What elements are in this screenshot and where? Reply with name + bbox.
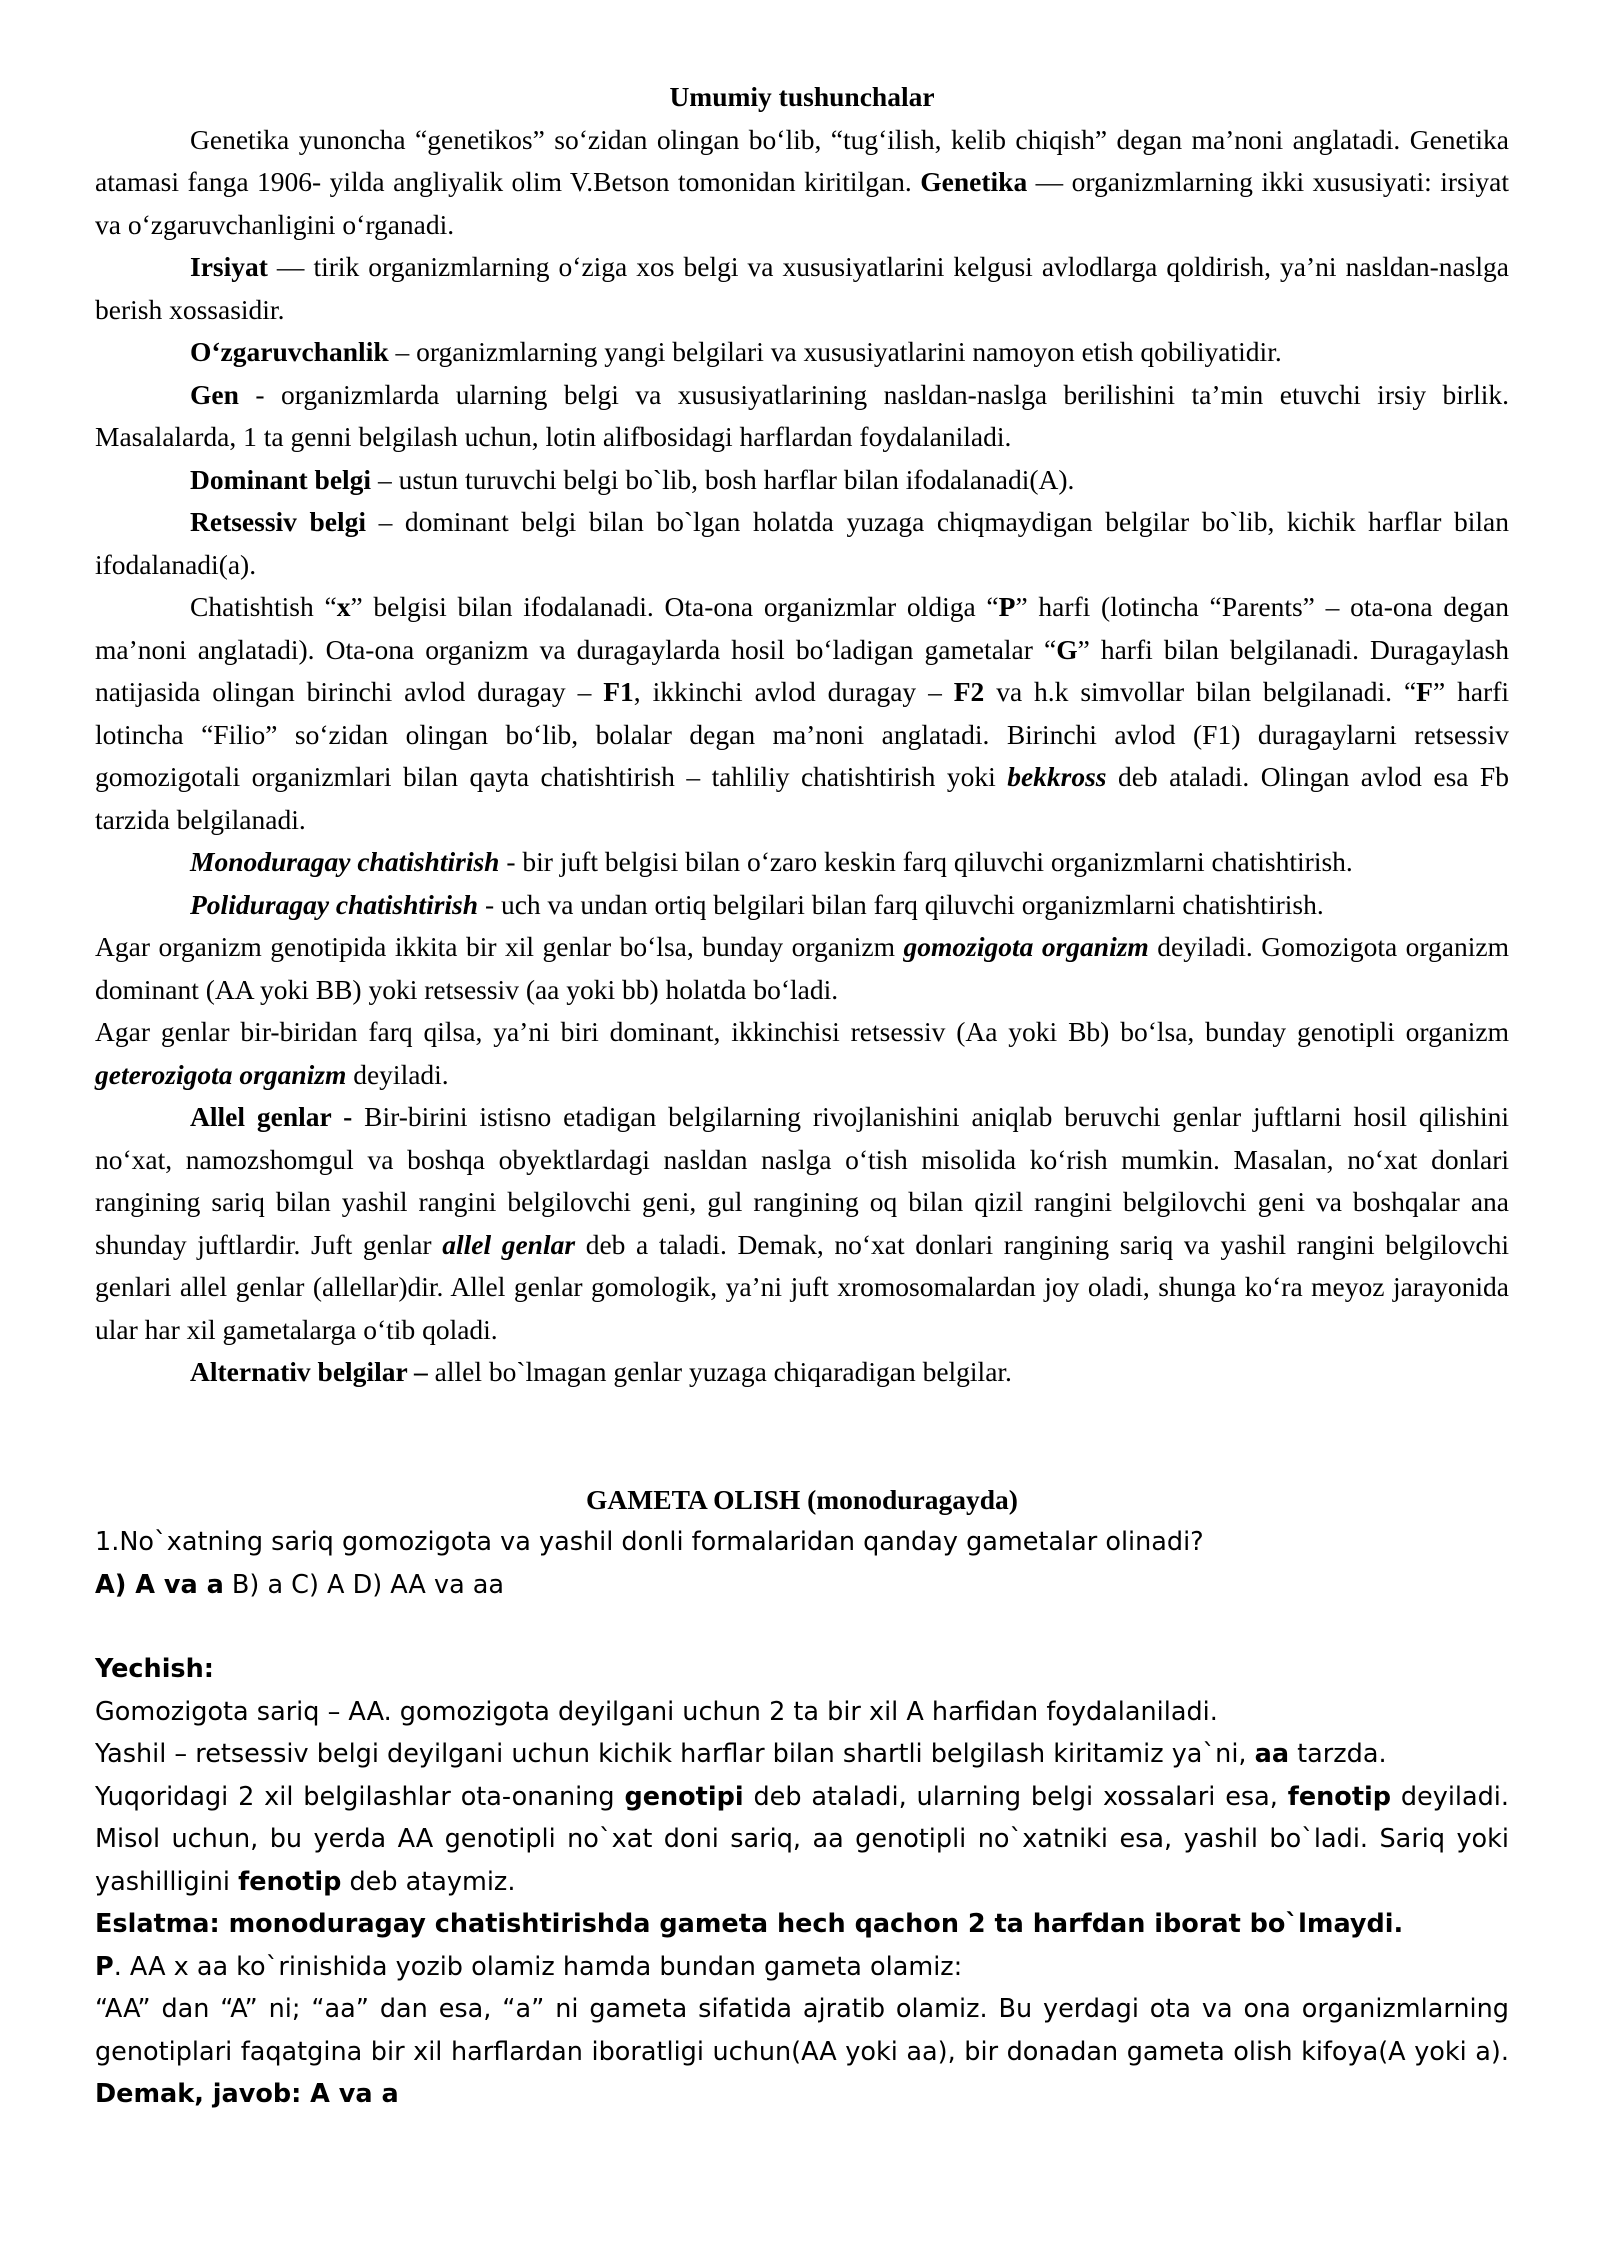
section-heading-gameta: GAMETA OLISH (monoduragayda) xyxy=(586,1483,1018,1515)
correct-option: A) A va a xyxy=(95,1569,224,1600)
paragraph-text: Agar organizm genotipida ikkita bir xil genlar bo‘lsa, bunday organizm xyxy=(95,931,904,962)
paragraph-text: “AA” dan “A” ni; “aa” dan esa, “a” ni gameta sifatida ajratib olamiz. Bu yerdagi ota va ona organizmlarning genotiplari faqatgina bir xil harflardan iboratligi uchun(AA yoki aa), bir donadan gameta olish kifoya(A yoki a). xyxy=(95,1994,1509,2067)
paragraph-text: deyiladi. Misol uchun, bu yerda AA genotipli no`xat doni sariq, aa genotipli no`xatniki esa, yashil bo`ladi. Sariq yoki yashilligini xyxy=(95,1781,1510,1897)
paragraph-text: ” harfi lotincha “Filio” so‘zidan olingan bo‘lib, bolalar degan ma’noni anglatadi. Birinchi avlod (F1) duragaylarni retsessiv gomozigotali organizmlari bilan qayta chatishtirish – tahliliy chatishtirish yoki xyxy=(95,676,1510,792)
paragraph-text: - uch va undan ortiq belgilari bilan farq qiluvchi organizmlarni chatishtirish. xyxy=(478,888,1324,920)
term-dominant: Dominant belgi xyxy=(190,463,372,495)
paragraph-text: Yashil – retsessiv belgi deyilgani uchun kichik harflar bilan shartli belgilash kiritamiz ya`ni, xyxy=(95,1739,1255,1769)
paragraph-text: Chatishtish “ xyxy=(190,591,337,622)
paragraph-text: — tirik organizmlarning o‘ziga xos belgi va xususiyatlarini kelgusi avlodlarga qoldirish, ya’ni nasldan-naslga berish xossasidir. xyxy=(95,251,1509,325)
solution-line: Gomozigota sariq – AA. gomozigota deyilgani uchun 2 ta bir xil A harfidan foydalaniladi. xyxy=(95,1696,1218,1727)
term-retsessiv: Retsessiv belgi xyxy=(190,506,367,537)
paragraph-genetika xyxy=(95,119,1509,247)
term-gen: Gen xyxy=(190,378,239,410)
symbol-f1: F1 xyxy=(603,676,634,707)
solution-line xyxy=(95,1988,1509,2116)
symbol-f2: F2 xyxy=(953,676,985,707)
paragraph-text: deb ataladi, ularning belgi xossalari esa, xyxy=(743,1781,1288,1812)
solution-line xyxy=(95,1733,1509,1776)
paragraph-text: allel bo`lmagan genlar yuzaga chiqaradigan belgilar. xyxy=(427,1356,1012,1387)
paragraph-geterozigota xyxy=(95,1011,1509,1096)
paragraph-text: tarzda. xyxy=(1289,1739,1387,1769)
paragraph-text: – dominant belgi bilan bo`lgan holatda yuzaga chiqmaydigan belgilar bo`lib, kichik harflar bilan ifodalanadi(a). xyxy=(95,506,1509,580)
note-text: Eslatma: monoduragay chatishtirishda gameta hech qachon 2 ta harfdan iborat bo`lmaydi. xyxy=(95,1909,1404,1939)
paragraph-text: deb a taladi. Demak, no‘xat donlari rangining sariq va yashil rangini belgilovchi genlari allel genlar (allellar)dir. Allel genlar gomologik, ya’ni juft xromosomalardan joy oladi, shunga ko‘ra meyoz jarayonida ular har xil gametalarga o‘tib qoladi. xyxy=(95,1228,1509,1345)
paragraph-text: Bir-birini istisno etadigan belgilarning rivojlanishini aniqlab beruvchi genlar juftlarni hosil qilishini no‘xat, namozshomgul va boshqa obyektlardagi nasldan naslga o‘tish misolida ko‘rish mumkin. Masalan, no‘xat donlari rangining sariq bilan yashil rangini belgilovchi geni, gul rangining oq bilan qizil rangini belgilovchi geni va boshqalar ana shunday juftlardir. Juft genlar xyxy=(95,1101,1509,1260)
paragraph-alternativ xyxy=(95,1351,1509,1394)
paragraph-text: deyiladi. Gomozigota organizm dominant (AA yoki BB) yoki retsessiv (aa yoki bb) holatda bo‘ladi. xyxy=(95,931,1509,1005)
paragraph-text: - bir juft belgisi bilan o‘zaro keskin farq qiluvchi organizmlarni chatishtirish. xyxy=(499,846,1353,877)
paragraph-allel xyxy=(95,1096,1509,1351)
term-ozgaruvchanlik: O‘zgaruvchanlik xyxy=(190,336,389,367)
solution-line xyxy=(95,1776,1509,1904)
symbol-x: x xyxy=(336,591,351,622)
paragraph-text: - organizmlarda ularning belgi va xususiyatlarining nasldan-naslga berilishini ta’min etuvchi irsiy birlik. Masalalarda, 1 ta genni belgilash uchun, lotin alifbosidagi harflardan foydalaniladi. xyxy=(95,378,1509,452)
term-gomozigota: gomozigota organizm xyxy=(903,931,1149,962)
other-options: B) a C) A D) AA va aa xyxy=(223,1569,505,1600)
paragraph-dominant xyxy=(95,459,1509,502)
term-fenotip: fenotip xyxy=(1287,1781,1392,1812)
paragraph-text: – ustun turuvchi belgi bo`lib, bosh harflar bilan ifodalanadi(A). xyxy=(371,463,1075,495)
note-line xyxy=(95,1903,1509,1946)
genotype-aa: aa xyxy=(1254,1739,1290,1769)
paragraph-text: ” belgisi bilan ifodalanadi. Ota-ona organizmlar oldiga “ xyxy=(350,591,999,622)
section-heading: Umumiy tushunchalar xyxy=(669,81,935,112)
final-answer: Demak, javob: A va a xyxy=(95,2079,399,2109)
term-geterozigota: geterozigota organizm xyxy=(95,1058,347,1090)
solution-title xyxy=(95,1648,1509,1691)
paragraph-text: . AA x aa ko`rinishida yozib olamiz hamda bundan gameta olamiz: xyxy=(113,1951,963,1982)
paragraph-text: — organizmlarning ikki xususiyati: irsiyat va o‘zgaruvchanligini o‘rganadi. xyxy=(95,166,1509,240)
paragraph-text: deyiladi. xyxy=(346,1058,449,1090)
paragraph-text: , ikkinchi avlod duragay – xyxy=(633,676,954,707)
term-poliduragay: Poliduragay chatishtirish xyxy=(190,888,479,920)
paragraph-ozgaruvchanlik xyxy=(95,331,1509,374)
answer-options xyxy=(95,1564,1509,1607)
symbol-p: P xyxy=(998,591,1016,622)
paragraph-text: Agar genlar bir-biridan farq qilsa, ya’ni biri dominant, ikkinchisi retsessiv (Aa yoki Bb) bo‘lsa, bunday genotipli organizm xyxy=(95,1016,1509,1047)
symbol-g: G xyxy=(1056,633,1078,665)
solution-title-text: Yechish: xyxy=(95,1654,214,1684)
term-genotipi: genotipi xyxy=(624,1781,744,1812)
term-allel-genlar: allel genlar xyxy=(442,1228,576,1260)
document-page xyxy=(95,76,1509,2116)
term-fenotip: fenotip xyxy=(238,1866,342,1897)
symbol-f: F xyxy=(1416,676,1433,707)
paragraph-poliduragay xyxy=(95,884,1509,927)
paragraph-retsessiv xyxy=(95,501,1509,586)
term-alternativ: Alternativ belgilar – xyxy=(190,1356,428,1387)
paragraph-text: ” harfi (lotincha “Parents” – ota-ona degan ma’noni anglatadi). Ota-ona organizm va duragaylarda hosil bo‘ladigan gametalar “ xyxy=(95,591,1509,665)
solution-line xyxy=(95,1946,1509,1989)
term-allel: Allel genlar - xyxy=(190,1101,353,1132)
paragraph-text: deb ataladi. Olingan avlod esa Fb tarzida belgilanadi. xyxy=(95,761,1509,835)
term-bekkross: bekkross xyxy=(1007,761,1107,792)
paragraph-irsiyat xyxy=(95,246,1509,331)
paragraph-text: deb ataymiz. xyxy=(341,1866,516,1897)
term-monoduragay: Monoduragay chatishtirish xyxy=(190,846,500,877)
term-genetika: Genetika xyxy=(920,166,1028,197)
paragraph-text: ” harfi bilan belgilanadi. Duragaylash natijasida olingan birinchi avlod duragay – xyxy=(95,633,1509,707)
paragraph-text: Genetika yunoncha “genetikos” so‘zidan olingan bo‘lib, “tug‘ilish, kelib chiqish” degan ma’noni anglatadi. Genetika atamasi fanga 1906- yilda angliyalik olim V.Betson tomonidan kiritilgan. xyxy=(95,123,1509,197)
paragraph-gen xyxy=(95,374,1509,459)
paragraph-text: – organizmlarning yangi belgilari va xususiyatlarini namoyon etish qobiliyatidir. xyxy=(388,336,1282,367)
symbol-p: P xyxy=(95,1951,114,1982)
paragraph-gomozigota xyxy=(95,926,1509,1011)
paragraph-monoduragay xyxy=(95,841,1509,884)
paragraph-text: va h.k simvollar bilan belgilanadi. “ xyxy=(984,676,1417,707)
paragraph-chatishtish xyxy=(95,586,1509,841)
term-irsiyat: Irsiyat xyxy=(190,251,268,282)
question-text: 1.No`xatning sariq gomozigota va yashil donli formalaridan qanday gametalar olinadi? xyxy=(95,1527,1204,1557)
exercise-block xyxy=(95,1521,1509,2116)
paragraph-text: Yuqoridagi 2 xil belgilashlar ota-onaning xyxy=(95,1781,625,1812)
